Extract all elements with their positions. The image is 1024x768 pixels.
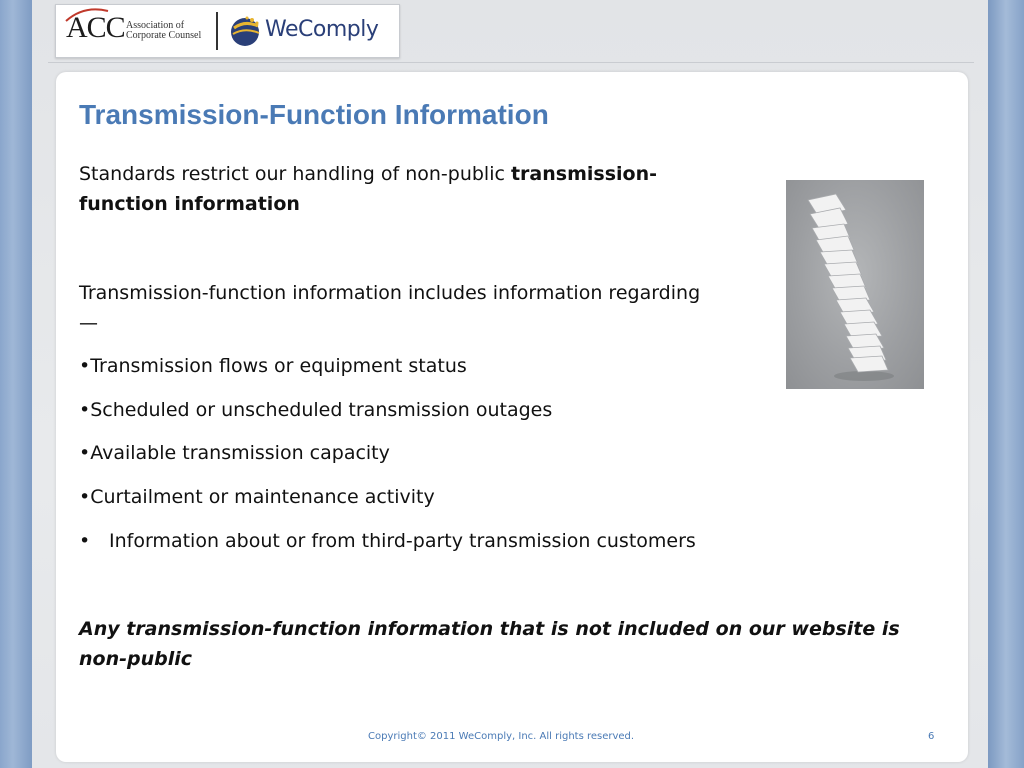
bullet-item: •Transmission flows or equipment status	[79, 355, 467, 377]
bullet-item-last	[79, 526, 696, 556]
acc-subtitle	[126, 21, 201, 41]
page-number: 6	[928, 731, 935, 742]
closing-note: Any transmission-function information that is not included on our website is non-public	[79, 618, 900, 670]
includes-paragraph: Transmission-function information includes information regarding —	[79, 282, 701, 334]
right-decorative-border	[988, 0, 1024, 768]
acc-subtitle-line2: Corporate Counsel	[126, 30, 202, 41]
wecomply-globe-icon	[228, 14, 262, 48]
copyright-footer: Copyright© 2011 WeComply, Inc. All rights reserved.	[368, 731, 635, 742]
intro-bold-text: transmission-function information	[79, 163, 657, 215]
logo-banner	[55, 4, 400, 58]
left-decorative-border	[0, 0, 32, 768]
stacked-papers-image	[786, 180, 924, 389]
header-divider	[48, 62, 974, 63]
acc-logo: ACC	[66, 11, 125, 44]
bullet-text: Information about or from third-party transmission customers	[109, 530, 696, 552]
logo-divider	[216, 12, 218, 50]
slide-title: Transmission-Function Information	[79, 99, 549, 130]
intro-paragraph	[79, 159, 719, 219]
intro-plain-text: Standards restrict our handling of non-public	[79, 163, 511, 185]
bullet-item: •Available transmission capacity	[79, 442, 390, 464]
bullet-marker: •	[79, 530, 91, 552]
acc-subtitle-line1: Association of	[126, 20, 185, 31]
bullet-item: •Curtailment or maintenance activity	[79, 486, 435, 508]
bullet-item: •Scheduled or unscheduled transmission outages	[79, 399, 553, 421]
wecomply-logo: WeComply	[265, 17, 379, 42]
paper-stack-icon	[786, 180, 924, 389]
